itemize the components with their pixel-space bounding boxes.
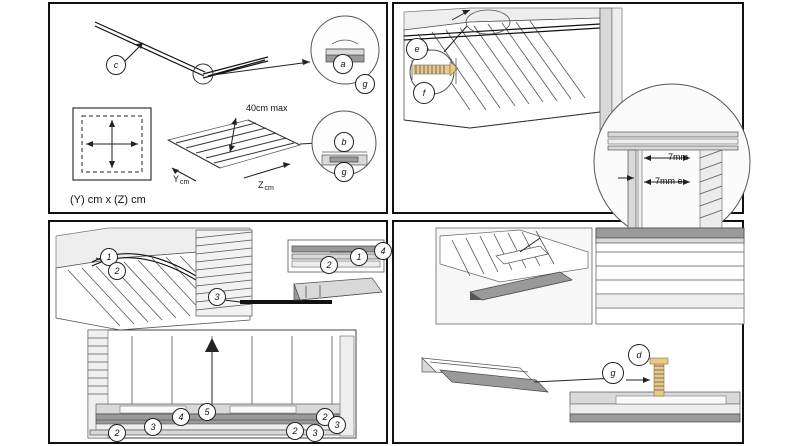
marker-sec-2-left-label: 2 — [114, 428, 120, 438]
marker-sec-3-left-label: 3 — [150, 422, 156, 432]
marker-b-label: b — [341, 137, 347, 147]
marker-detail-4-label: 4 — [380, 246, 386, 256]
y-label-text: Y — [173, 174, 180, 184]
marker-sec-4-label: 4 — [178, 412, 184, 422]
marker-g-bottom-label: g — [341, 167, 347, 177]
marker-c-label: c — [113, 60, 119, 70]
marker-bl-1-label: 1 — [106, 252, 112, 262]
marker-f-label: f — [422, 88, 426, 98]
marker-bl-3-label: 3 — [214, 292, 220, 302]
marker-d-label: d — [636, 350, 642, 360]
marker-sec-3-right-label: 3 — [334, 420, 340, 430]
marker-g-top-label: g — [362, 79, 368, 89]
marker-sec-3-far-label: 3 — [312, 428, 318, 438]
marker-a-label: a — [340, 59, 346, 69]
dim-7mm-upper: 7mm — [668, 152, 688, 162]
area-formula-label: (Y) cm x (Z) cm — [70, 194, 146, 206]
marker-e-label: e — [414, 44, 420, 54]
marker-g-right-label: g — [610, 368, 616, 378]
marker-bl-2-label: 2 — [114, 266, 120, 276]
dim-7mm-lower: 7mm e — [655, 176, 683, 186]
marker-sec-2-far-label: 2 — [292, 426, 298, 436]
marker-detail-2-label: 2 — [326, 260, 332, 270]
marker-d — [628, 344, 650, 366]
marker-detail-1-label: 1 — [356, 252, 362, 262]
z-label-text: Z — [258, 180, 264, 190]
z-unit-text: cm — [264, 185, 274, 192]
dim-40cm-max: 40cm max — [246, 103, 288, 113]
marker-g-right — [602, 362, 624, 384]
marker-sec-2-right-label: 2 — [322, 412, 328, 422]
marker-sec-5-label: 5 — [204, 407, 210, 417]
y-unit-text: cm — [180, 179, 190, 186]
